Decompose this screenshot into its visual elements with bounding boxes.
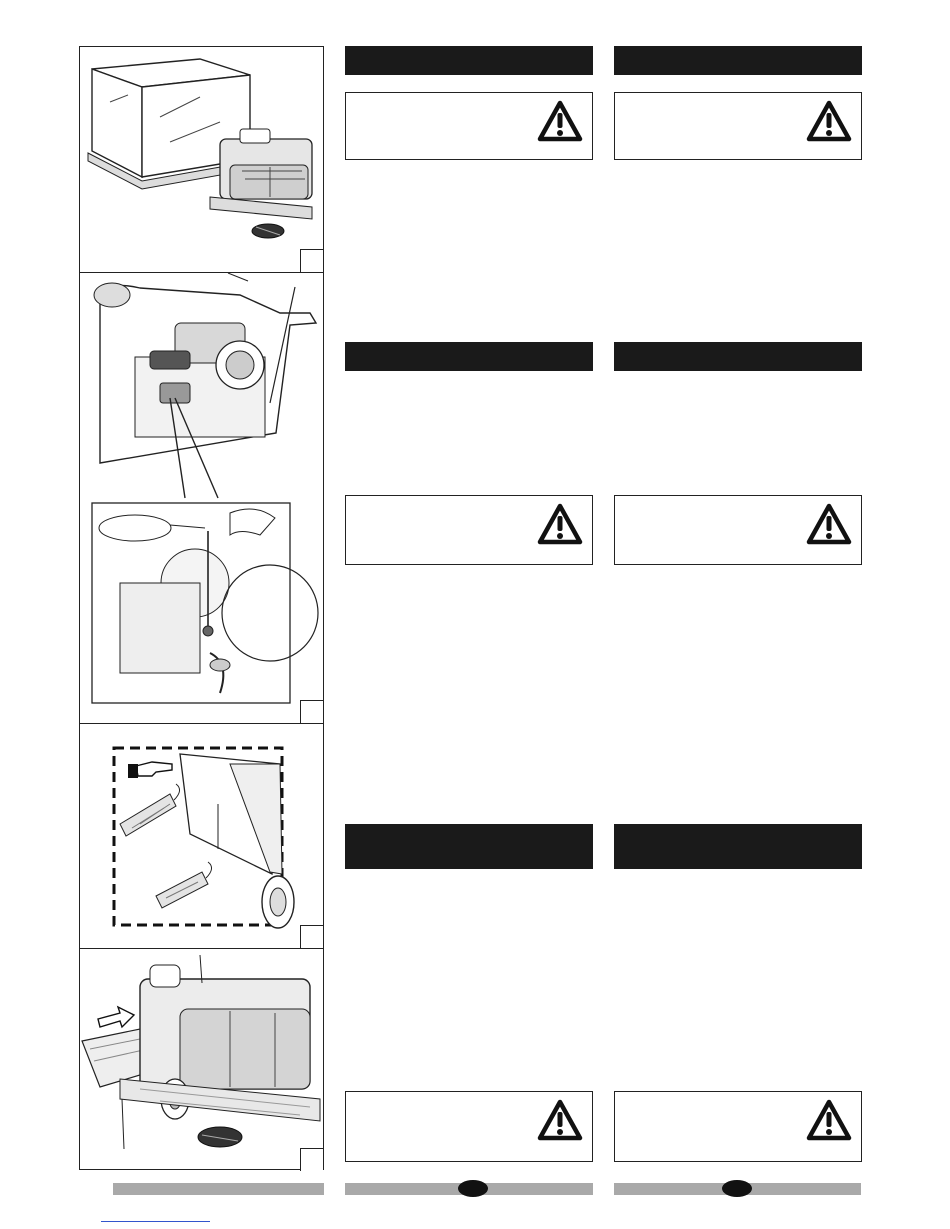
figure-3-number-box — [300, 925, 323, 948]
right-heading-3 — [614, 824, 862, 869]
left-heading-2 — [345, 342, 593, 371]
left-warning-box-2 — [345, 495, 593, 565]
warning-triangle-icon — [806, 1099, 852, 1141]
left-warning-box-3 — [345, 1091, 593, 1162]
figure-4-panel — [80, 949, 323, 1171]
figure-2-panel — [80, 273, 323, 724]
warning-triangle-icon — [537, 503, 583, 545]
right-warning-box-3 — [614, 1091, 862, 1162]
figure-column — [79, 46, 324, 1170]
right-heading-2 — [614, 342, 862, 371]
arrow-right-icon — [98, 1007, 134, 1027]
warning-triangle-icon — [806, 100, 852, 142]
figure-2-callout-label — [100, 517, 170, 539]
right-page-number-badge — [722, 1180, 752, 1197]
right-heading-1 — [614, 46, 862, 75]
left-warning-box-1 — [345, 92, 593, 160]
crate-and-sweeper-illustration — [80, 47, 323, 273]
footer-bar-figures — [113, 1183, 324, 1195]
strap-detail-illustration — [80, 724, 323, 949]
figure-4-number-box — [300, 1148, 323, 1171]
figure-1-panel — [80, 47, 323, 273]
figure-3-panel — [80, 724, 323, 949]
left-heading-1 — [345, 46, 593, 75]
warning-triangle-icon — [537, 1099, 583, 1141]
left-page-number-badge — [458, 1180, 488, 1197]
right-warning-box-2 — [614, 495, 862, 565]
left-heading-3 — [345, 824, 593, 869]
sweeper-on-ramp-illustration — [80, 949, 323, 1171]
figure-1-number-box — [300, 249, 323, 272]
warning-triangle-icon — [537, 100, 583, 142]
footer-link-underline[interactable] — [101, 1221, 210, 1222]
engine-compartment-illustration — [80, 273, 323, 724]
warning-triangle-icon — [806, 503, 852, 545]
figure-2-number-box — [300, 700, 323, 723]
right-warning-box-1 — [614, 92, 862, 160]
